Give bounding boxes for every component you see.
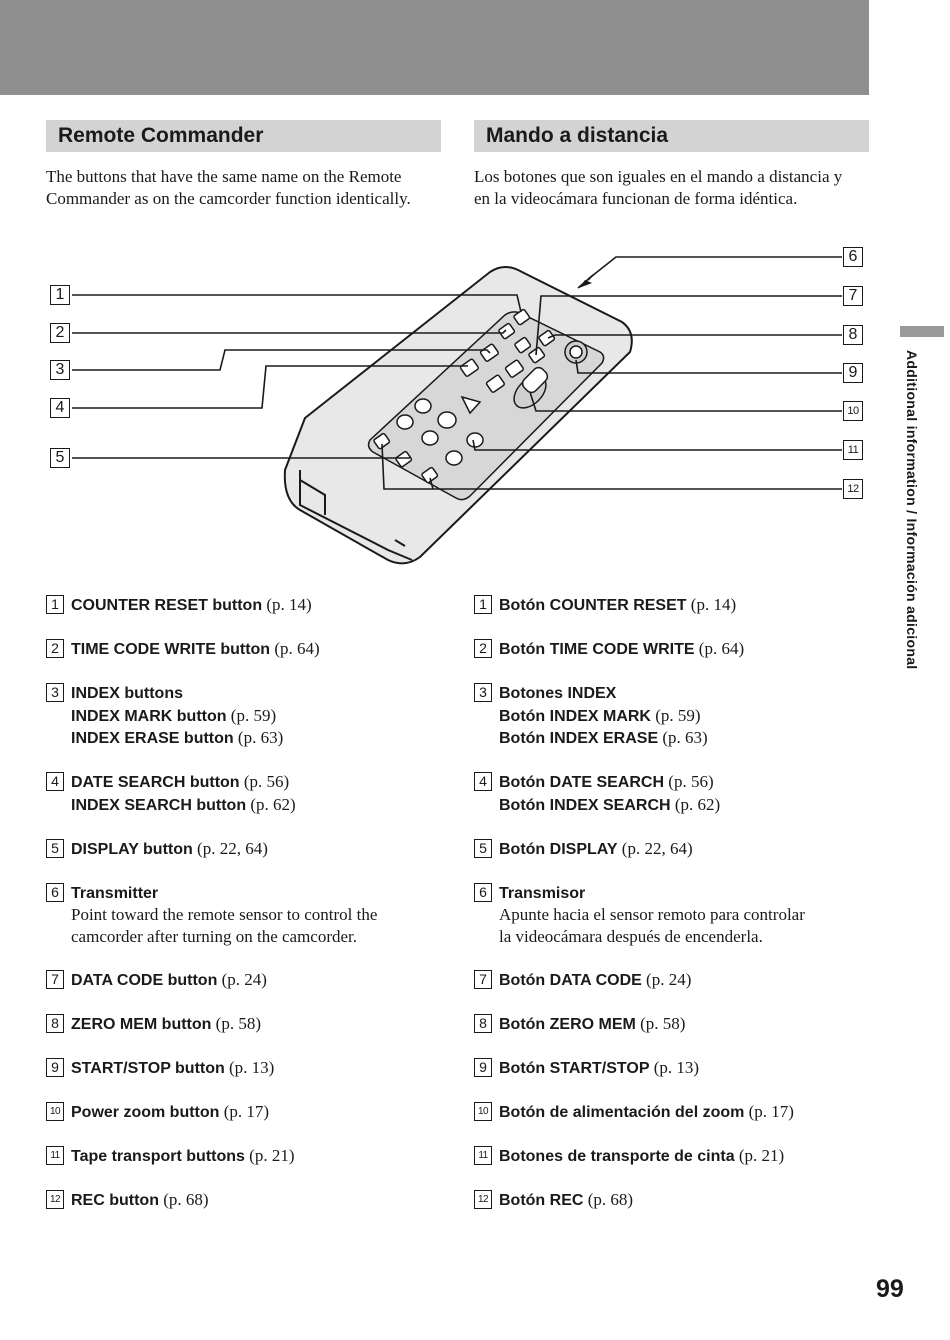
item-line <box>71 1013 446 1036</box>
item-number-box: 8 <box>46 1014 64 1033</box>
item-number-box: 6 <box>46 883 64 902</box>
item-line <box>499 1057 874 1080</box>
item-line <box>499 727 874 750</box>
item-line <box>499 771 874 794</box>
item-detail: camcorder after turning on the camcorder. <box>71 926 358 946</box>
callout-9: 9 <box>843 363 863 383</box>
list-item <box>46 1013 446 1036</box>
item-label: TIME CODE WRITE button <box>71 641 271 658</box>
list-item <box>46 771 446 816</box>
item-detail: (p. 64) <box>270 639 320 658</box>
item-detail: (p. 59) <box>226 705 277 725</box>
item-number-box: 12 <box>46 1190 64 1209</box>
item-number-box: 3 <box>474 683 492 702</box>
list-item <box>46 969 446 992</box>
list-item <box>474 1013 874 1036</box>
item-label: START/STOP button <box>71 1059 225 1077</box>
item-detail: (p. 14) <box>262 595 312 614</box>
intro-en: The buttons that have the same name on the Remote Commander as on the camcorder function identically. <box>46 167 411 208</box>
item-label: Botón DATE SEARCH <box>499 774 665 791</box>
item-number-box: 9 <box>46 1058 64 1077</box>
transmitter-arrow-icon <box>579 280 592 288</box>
item-line <box>71 882 446 905</box>
item-number-box: 10 <box>474 1102 492 1121</box>
item-label: REC button <box>71 1191 159 1209</box>
list-item <box>474 594 874 617</box>
section-title-en: Remote Commander <box>46 120 441 152</box>
item-label: Botones de transporte de cinta <box>499 1147 735 1165</box>
button-list-es <box>474 594 874 1233</box>
item-line <box>499 926 874 948</box>
item-line <box>499 882 874 905</box>
item-label: Botón DATA CODE <box>499 971 642 989</box>
list-item <box>46 1101 446 1124</box>
item-number-box: 9 <box>474 1058 492 1077</box>
list-item <box>474 1145 874 1168</box>
item-label: Botones INDEX <box>499 685 617 702</box>
item-detail: (p. 13) <box>224 1057 275 1077</box>
page-number: 99 <box>876 1275 904 1303</box>
item-detail: (p. 58) <box>211 1013 261 1033</box>
item-line <box>499 794 874 817</box>
item-detail: (p. 62) <box>670 794 721 814</box>
callout-6: 6 <box>843 247 863 267</box>
item-line <box>71 594 446 617</box>
item-line <box>71 1057 446 1080</box>
item-number-box: 3 <box>46 683 64 702</box>
item-number-box: 7 <box>474 970 492 989</box>
remote-diagram <box>0 240 900 590</box>
item-label: DISPLAY button <box>71 840 193 858</box>
item-detail: la videocámara después de encenderla. <box>499 926 763 946</box>
item-detail: (p. 13) <box>649 1057 700 1077</box>
item-detail: Apunte hacia el sensor remoto para controlar <box>499 905 805 924</box>
remote-illustration <box>0 240 900 590</box>
list-item <box>46 682 446 750</box>
item-number-box: 5 <box>474 839 492 858</box>
callout-11: 11 <box>843 440 863 460</box>
callout-12: 12 <box>843 479 863 499</box>
callout-5: 5 <box>50 448 70 468</box>
item-line <box>499 969 874 992</box>
item-detail: (p. 17) <box>744 1101 794 1121</box>
list-item <box>474 682 874 750</box>
item-line <box>499 838 874 861</box>
item-line <box>499 1013 874 1036</box>
item-label: Botón INDEX SEARCH <box>499 796 671 814</box>
list-item <box>474 882 874 948</box>
list-item <box>474 1101 874 1124</box>
item-number-box: 7 <box>46 970 64 989</box>
item-number-box: 12 <box>474 1190 492 1209</box>
item-detail: (p. 62) <box>246 794 296 814</box>
item-label: INDEX buttons <box>71 685 183 702</box>
item-line <box>499 638 874 661</box>
item-label: Tape transport buttons <box>71 1147 245 1165</box>
item-detail: (p. 64) <box>694 639 745 658</box>
item-line <box>71 794 446 817</box>
item-number-box: 11 <box>474 1146 492 1165</box>
item-detail: (p. 56) <box>664 772 714 791</box>
list-item <box>46 838 446 861</box>
list-item <box>46 594 446 617</box>
item-number-box: 6 <box>474 883 492 902</box>
list-item <box>46 1189 446 1212</box>
item-line <box>71 682 446 705</box>
item-detail: (p. 59) <box>650 705 701 725</box>
item-label: Botón COUNTER RESET <box>499 597 687 614</box>
item-label: Power zoom button <box>71 1103 220 1121</box>
list-item <box>474 1057 874 1080</box>
item-line <box>71 1189 446 1212</box>
callout-8: 8 <box>843 325 863 345</box>
item-detail: Point toward the remote sensor to control the <box>71 905 378 924</box>
item-line <box>499 682 874 705</box>
item-number-box: 1 <box>474 595 492 614</box>
item-label: Transmisor <box>499 884 586 902</box>
callout-1: 1 <box>50 285 70 305</box>
list-item <box>474 838 874 861</box>
item-line <box>499 705 874 728</box>
item-label: Botón ZERO MEM <box>499 1015 636 1033</box>
item-label: DATA CODE button <box>71 971 218 989</box>
item-line <box>499 1189 874 1212</box>
item-detail: (p. 14) <box>686 595 737 614</box>
item-detail: (p. 22, 64) <box>192 838 268 858</box>
item-number-box: 4 <box>474 772 492 791</box>
callout-7: 7 <box>843 286 863 306</box>
side-section-label: Additional information / Información adicional <box>904 350 920 670</box>
item-number-box: 2 <box>46 639 64 658</box>
item-number-box: 4 <box>46 772 64 791</box>
item-detail: (p. 58) <box>635 1013 686 1033</box>
callout-4: 4 <box>50 398 70 418</box>
list-item <box>474 638 874 661</box>
item-line <box>71 705 446 728</box>
list-item <box>46 1145 446 1168</box>
list-item <box>474 969 874 992</box>
item-label: ZERO MEM button <box>71 1015 212 1033</box>
section-tab-marker <box>900 326 944 337</box>
item-number-box: 5 <box>46 839 64 858</box>
list-item <box>474 1189 874 1212</box>
item-detail: (p. 17) <box>219 1101 270 1121</box>
item-label: Botón START/STOP <box>499 1059 650 1077</box>
item-label: Botón TIME CODE WRITE <box>499 641 695 658</box>
item-line <box>71 838 446 861</box>
item-label: Botón de alimentación del zoom <box>499 1103 745 1121</box>
item-line <box>499 904 874 926</box>
item-detail: (p. 24) <box>217 969 267 989</box>
intro-es: Los botones que son iguales en el mando a distancia y en la videocámara funcionan de forma idéntica. <box>474 167 843 208</box>
item-number-box: 1 <box>46 595 64 614</box>
item-line <box>499 594 874 617</box>
item-detail: (p. 56) <box>239 772 290 791</box>
item-line <box>499 1101 874 1124</box>
item-detail: (p. 63) <box>658 728 708 747</box>
callout-2: 2 <box>50 323 70 343</box>
item-detail: (p. 24) <box>641 969 692 989</box>
item-detail: (p. 68) <box>583 1189 634 1209</box>
item-number-box: 11 <box>46 1146 64 1165</box>
item-number-box: 2 <box>474 639 492 658</box>
callout-3: 3 <box>50 360 70 380</box>
item-label: DATE SEARCH button <box>71 774 240 791</box>
item-line <box>71 1101 446 1124</box>
list-item <box>46 638 446 661</box>
item-line <box>71 727 446 750</box>
list-item <box>474 771 874 816</box>
section-title-es: Mando a distancia <box>474 120 869 152</box>
item-detail: (p. 21) <box>244 1145 295 1165</box>
item-label: INDEX MARK button <box>71 707 227 725</box>
item-detail: (p. 21) <box>734 1145 785 1165</box>
item-line <box>71 969 446 992</box>
item-label: Botón INDEX MARK <box>499 707 651 725</box>
item-label: Botón REC <box>499 1191 584 1209</box>
item-label: INDEX ERASE button <box>71 730 234 747</box>
item-label: INDEX SEARCH button <box>71 796 247 814</box>
button-list-en <box>46 594 446 1233</box>
list-item <box>46 1057 446 1080</box>
item-label: Transmitter <box>71 884 159 902</box>
item-label: Botón DISPLAY <box>499 840 618 858</box>
item-detail: (p. 63) <box>233 728 284 747</box>
list-item <box>46 882 446 948</box>
item-line <box>71 638 446 661</box>
item-line <box>71 904 446 926</box>
item-line <box>499 1145 874 1168</box>
callout-10: 10 <box>843 401 863 421</box>
item-line <box>71 771 446 794</box>
item-line <box>71 926 446 948</box>
item-line <box>71 1145 446 1168</box>
item-detail: (p. 22, 64) <box>617 838 693 858</box>
item-label: Botón INDEX ERASE <box>499 730 659 747</box>
item-number-box: 10 <box>46 1102 64 1121</box>
header-band <box>0 0 869 95</box>
item-number-box: 8 <box>474 1014 492 1033</box>
item-label: COUNTER RESET button <box>71 597 263 614</box>
item-detail: (p. 68) <box>158 1189 209 1209</box>
